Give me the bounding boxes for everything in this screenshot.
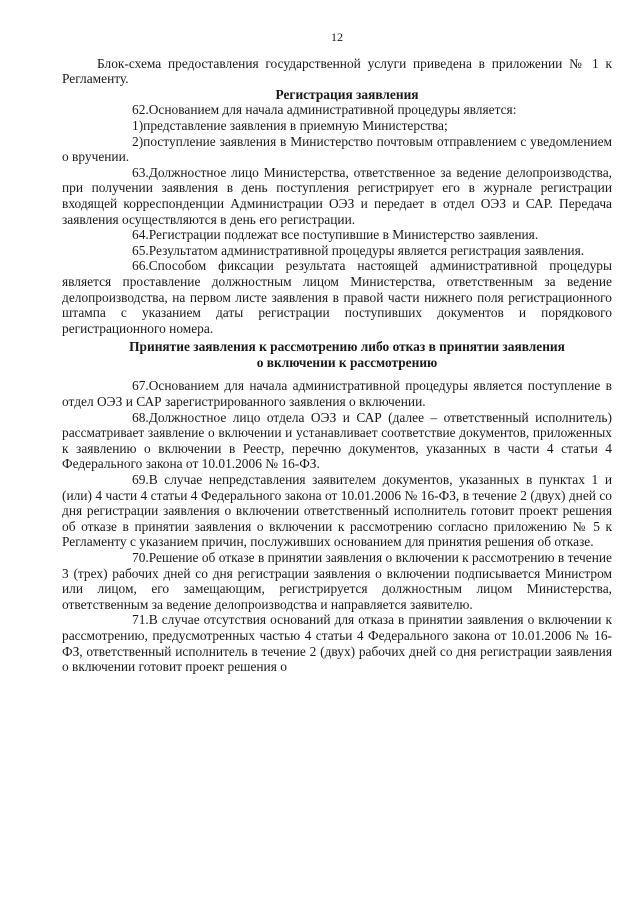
section-heading-acceptance-line-1: Принятие заявления к рассмотрению либо отказ в принятии заявления: [129, 339, 565, 355]
paragraph-number: 68.: [132, 409, 149, 425]
paragraph-number: 70.: [132, 550, 149, 565]
paragraph-text: В случае отсутствия оснований для отказа в принятии заявления о включении к рассмотрению, предусмотренных частью 4 статьи 4 Федерального закона от 10.01.2006 № 16-ФЗ, ответственный исполнитель в течение 2 (двух) рабочих дней со дня регистрации заявления о включении готовит проект решения о: [62, 612, 612, 675]
paragraph-70: [62, 550, 612, 612]
paragraph-67: [62, 378, 612, 409]
section-acceptance: [62, 378, 612, 674]
paragraph-text: Должностное лицо отдела ОЭЗ и САР (далее – ответственный исполнитель) рассматривает заявление о включении и устанавливает соответствие документов, приложенных к заявлению о включении в Реестр, перечню документов, указанных в части 4 статьи 4 Федерального закона от 10.01.2006 № 16-ФЗ.: [62, 409, 612, 472]
section-heading-registration: Регистрация заявления: [275, 86, 419, 102]
paragraph-number: 1): [132, 117, 144, 133]
paragraph-number: 2): [132, 133, 144, 149]
paragraph-62: [62, 102, 612, 118]
paragraph-64: [62, 227, 612, 243]
paragraph-66: [62, 258, 612, 336]
paragraph-number: 69.: [132, 472, 149, 488]
paragraph-text: представление заявления в приемную Министерства;: [143, 117, 448, 133]
paragraph-text: В случае непредставления заявителем документов, указанных в пунктах 1 и (или) 4 части 4 статьи 4 Федерального закона от 10.01.2006 № 16-ФЗ, в течение 2 (двух) дней со дня регистрации заявления о включении ответственный исполнитель готовит проект решения об отказе в принятии заявления о включении к рассмотрению согласно приложению № 5 к Регламенту с указанием причин, послуживших основанием для принятия решения об отказе.: [62, 472, 612, 550]
paragraph-number: 67.: [132, 378, 149, 394]
paragraph-63: [62, 165, 612, 227]
paragraph-text: Основанием для начала административной процедуры является:: [148, 102, 517, 118]
paragraph-text: Результатом административной процедуры является регистрация заявления.: [148, 242, 585, 258]
paragraph-69: [62, 472, 612, 550]
paragraph-68: [62, 410, 612, 472]
paragraph-number: 66.: [132, 258, 149, 274]
paragraph-text: Способом фиксации результата настоящей административной процедуры является проставление должностным лицом Министерства, ответственным за ведение делопроизводства, на первом листе заявления в правой части нижнего поля регистрационного штампа с указанием даты регистрации поступивших документов и порядкового регистрационного номера.: [62, 258, 612, 336]
paragraph-71: [62, 612, 612, 674]
section-heading-acceptance-line-2: о включении к рассмотрению: [256, 354, 438, 370]
page-number: 12: [331, 30, 343, 44]
paragraph-text: Регистрации подлежат все поступившие в Министерство заявления.: [148, 227, 539, 243]
paragraph-text: поступление заявления в Министерство почтовым отправлением с уведомлением о вручении.: [62, 133, 612, 165]
paragraph-text: Решение об отказе в принятии заявления о включении к рассмотрению в течение 3 (трех) рабочих дней со дня регистрации заявления о включении подписывается Министром или лицом, его замещающим, регистрируется должностным лицом Министерства, ответственным за ведение делопроизводства и направляется заявителю.: [62, 550, 612, 612]
paragraph-62-item-1: [62, 118, 612, 134]
paragraph-number: 62.: [132, 102, 149, 118]
paragraph-text: Основанием для начала административной процедуры является поступление в отдел ОЭЗ и САР зарегистрированного заявления о включении.: [62, 378, 612, 410]
intro-paragraph: Блок-схема предоставления государственной услуги приведена в приложении № 1 к Регламенту.: [62, 55, 612, 87]
paragraph-number: 65.: [132, 242, 149, 258]
section-registration: [62, 102, 612, 336]
paragraph-number: 71.: [132, 612, 149, 628]
paragraph-number: 64.: [132, 227, 149, 243]
paragraph-62-item-2: [62, 134, 612, 165]
paragraph-text: Должностное лицо Министерства, ответственное за ведение делопроизводства, при получении заявления в день поступления регистрирует его в журнале регистрации входящей корреспонденции Администрации ОЭЗ и передает в отдел ОЭЗ и САР. Передача заявления осуществляются в день его регистрации.: [62, 164, 612, 227]
paragraph-number: 63.: [132, 164, 149, 180]
paragraph-65: [62, 243, 612, 259]
document-page: [62, 30, 612, 675]
